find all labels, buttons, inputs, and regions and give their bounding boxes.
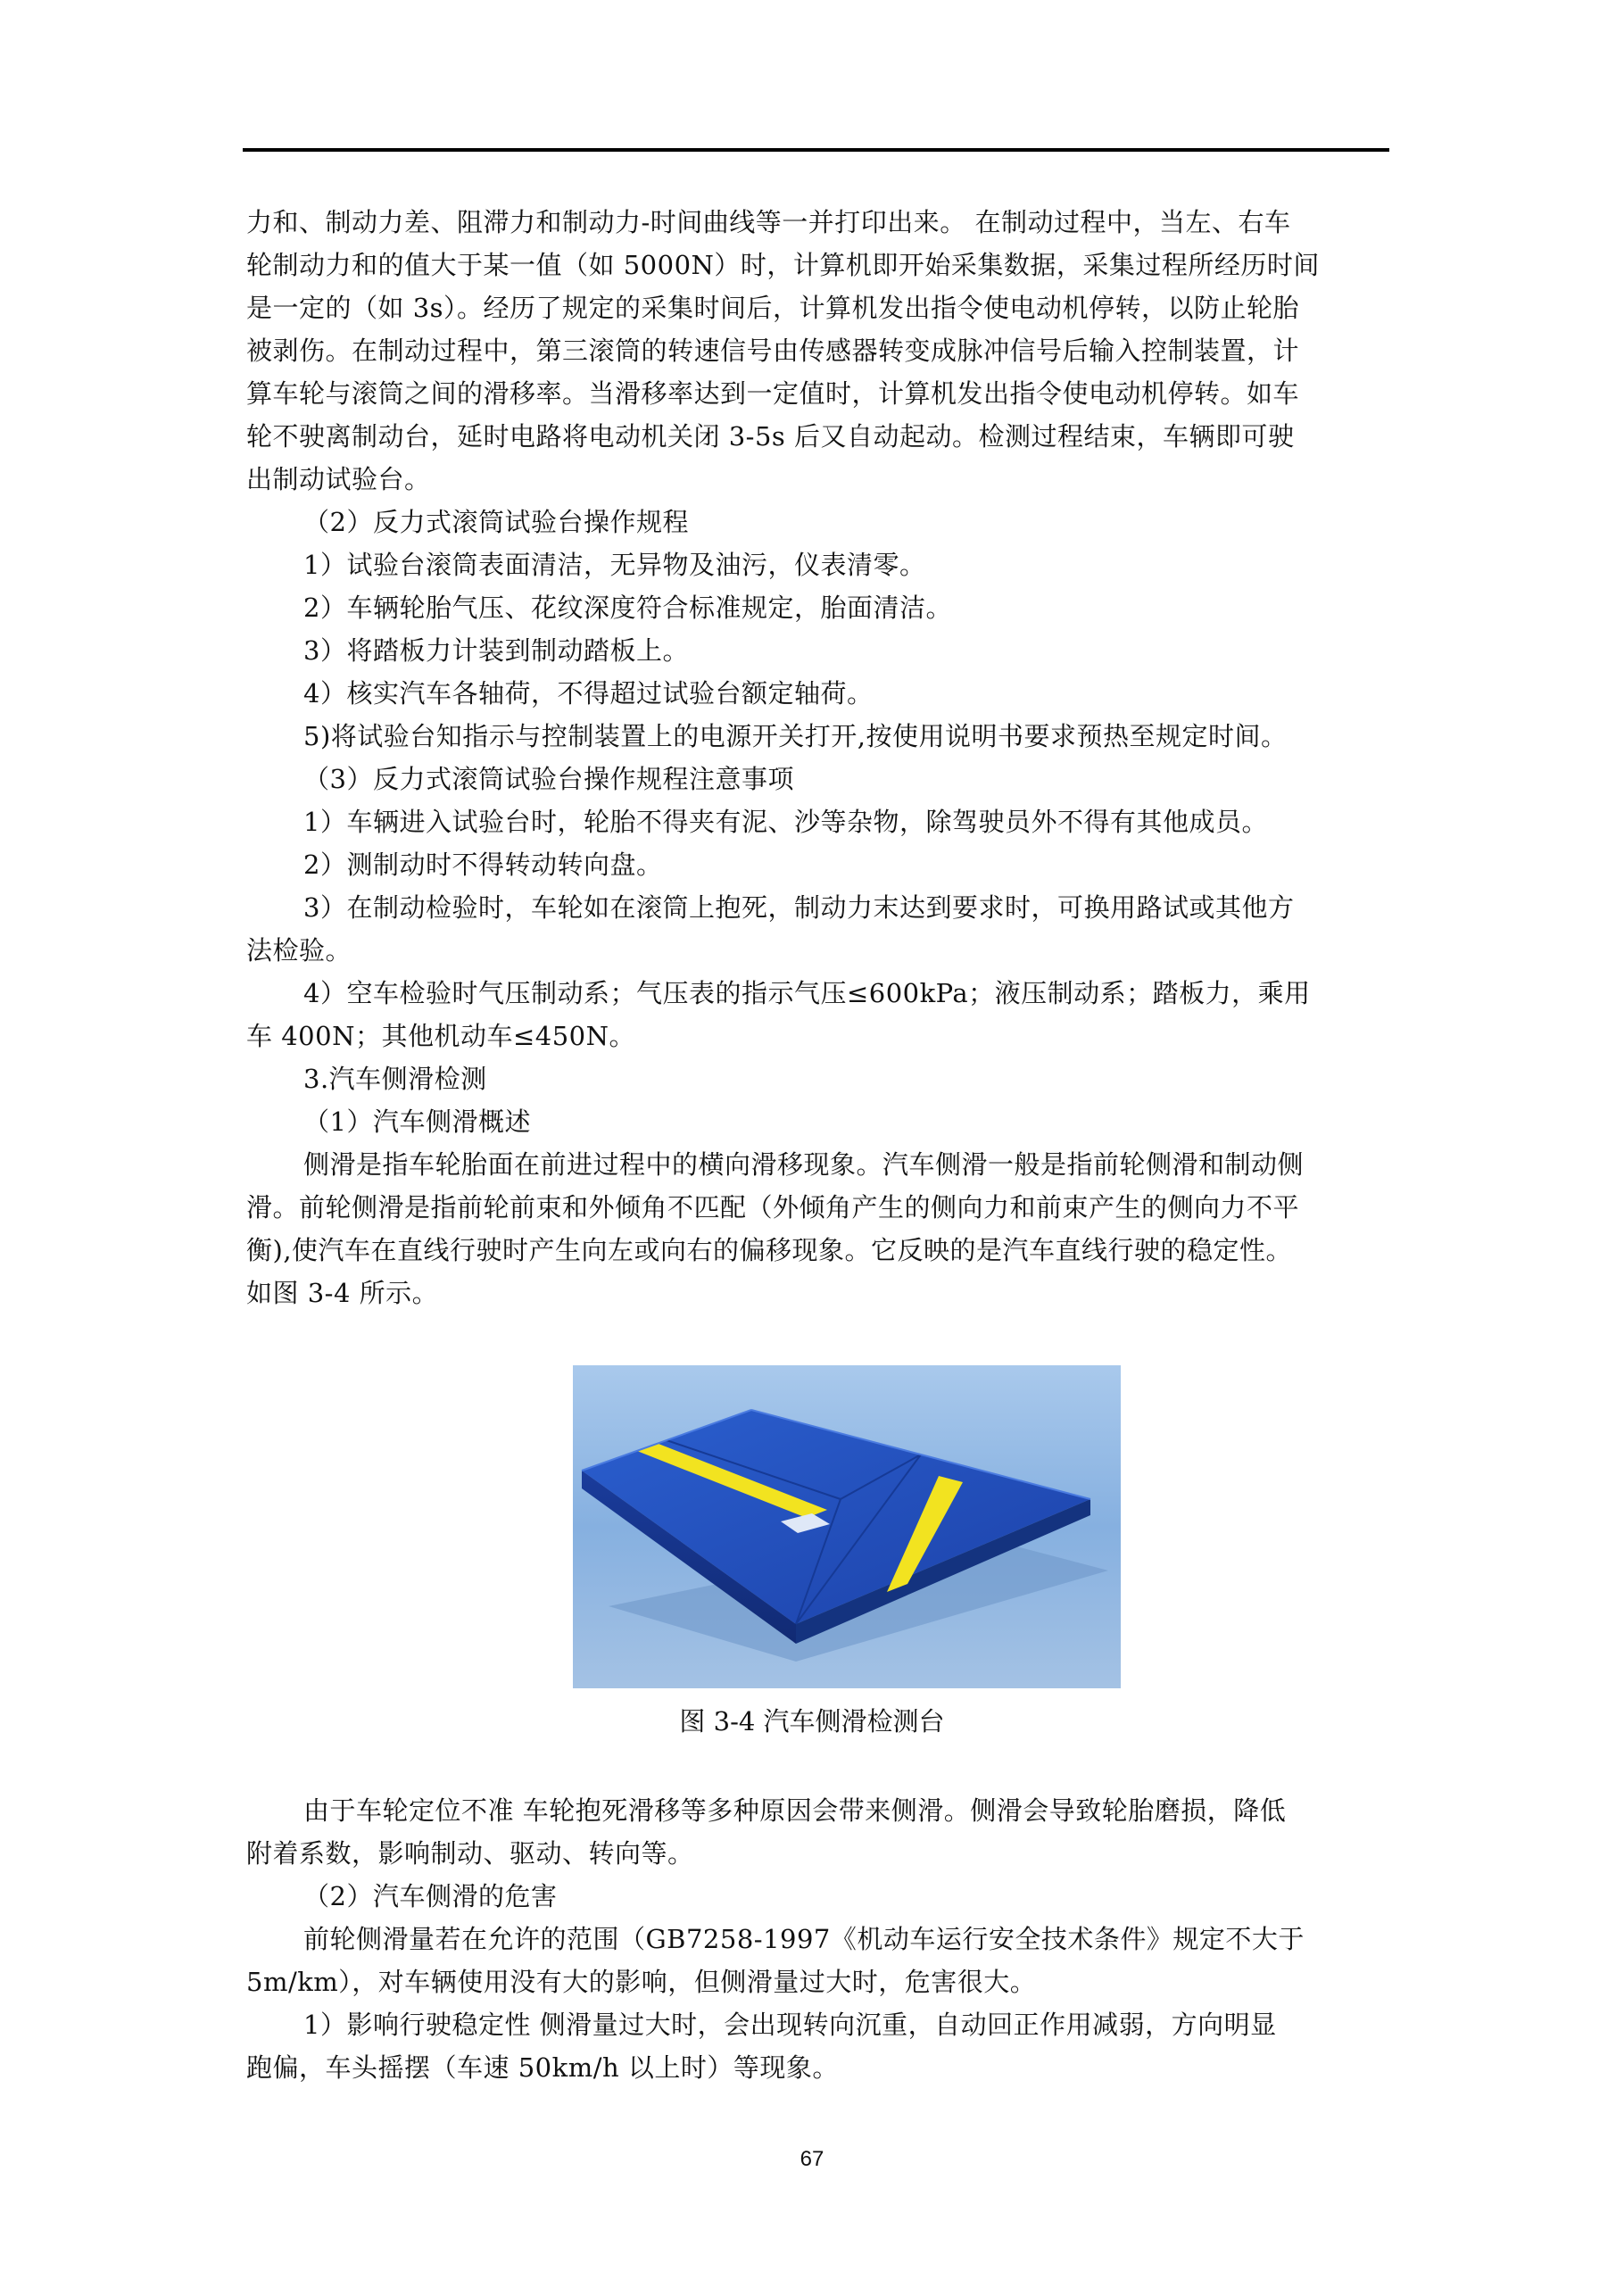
body-line: 轮制动力和的值大于某一值（如 5000N）时，计算机即开始采集数据，采集过程所经历时间	[246, 250, 1320, 280]
figure-side-slip-tester	[573, 1365, 1121, 1688]
list-item-continuation: 车 400N；其他机动车≤450N。	[246, 1021, 635, 1051]
list-item: 2）车辆轮胎气压、花纹深度符合标准规定，胎面清洁。	[303, 593, 952, 623]
body-line: 是一定的（如 3s）。经历了规定的采集时间后，计算机发出指令使电动机停转，以防止轮胎	[246, 293, 1300, 323]
subheading: （1）汽车侧滑概述	[303, 1107, 531, 1137]
page-number: 67	[800, 2147, 824, 2171]
subheading: （2）汽车侧滑的危害	[303, 1881, 558, 1911]
body-line: 前轮侧滑量若在允许的范围（GB7258-1997《机动车运行安全技术条件》规定不大于	[303, 1924, 1305, 1954]
subheading: （3）反力式滚筒试验台操作规程注意事项	[303, 764, 794, 794]
body-line: 算车轮与滚筒之间的滑移率。当滑移率达到一定值时，计算机发出指令使电动机停转。如车	[246, 378, 1300, 409]
header-rule	[243, 148, 1389, 152]
list-item: 3）将踏板力计装到制动踏板上。	[303, 635, 689, 666]
side-slip-tester-illustration	[573, 1365, 1121, 1688]
body-line: 滑。前轮侧滑是指前轮前束和外倾角不匹配（外倾角产生的侧向力和前束产生的侧向力不平	[246, 1192, 1300, 1223]
body-line: 5m/km），对车辆使用没有大的影响，但侧滑量过大时，危害很大。	[246, 1967, 1037, 1997]
body-line: 由于车轮定位不准 车轮抱死滑移等多种原因会带来侧滑。侧滑会导致轮胎磨损，降低	[303, 1795, 1287, 1826]
body-line: 力和、制动力差、阻滞力和制动力-时间曲线等一并打印出来。 在制动过程中，当左、右车	[246, 207, 1291, 237]
subheading: （2）反力式滚筒试验台操作规程	[303, 507, 689, 537]
body-line: 侧滑是指车轮胎面在前进过程中的横向滑移现象。汽车侧滑一般是指前轮侧滑和制动侧	[303, 1149, 1305, 1180]
figure-caption: 图 3-4 汽车侧滑检测台	[679, 1706, 945, 1737]
list-item: 4）空车检验时气压制动系；气压表的指示气压≤600kPa；液压制动系；踏板力，乘用	[303, 978, 1311, 1008]
list-item: 4）核实汽车各轴荷，不得超过试验台额定轴荷。	[303, 678, 874, 709]
list-item: 1）车辆进入试验台时，轮胎不得夹有泥、沙等杂物，除驾驶员外不得有其他成员。	[303, 807, 1268, 837]
body-line: 附着系数，影响制动、驱动、转向等。	[246, 1838, 694, 1869]
list-item: 3）在制动检验时，车轮如在滚筒上抱死，制动力末达到要求时，可换用路试或其他方	[303, 892, 1295, 923]
section-heading: 3.汽车侧滑检测	[303, 1064, 487, 1094]
body-line: 出制动试验台。	[246, 464, 431, 494]
body-line: 轮不驶离制动台，延时电路将电动机关闭 3-5s 后又自动起动。检测过程结束，车辆即可驶	[246, 421, 1295, 452]
list-item: 5)将试验台知指示与控制装置上的电源开关打开,按使用说明书要求预热至规定时间。	[303, 721, 1288, 751]
body-line: 衡),使汽车在直线行驶时产生向左或向右的偏移现象。它反映的是汽车直线行驶的稳定性。	[246, 1235, 1293, 1265]
body-line: 1）影响行驶稳定性 侧滑量过大时，会出现转向沉重，自动回正作用减弱，方向明显	[303, 2010, 1277, 2040]
body-line: 被剥伤。在制动过程中，第三滚筒的转速信号由传感器转变成脉冲信号后输入控制装置，计	[246, 336, 1300, 366]
list-item-continuation: 法检验。	[246, 935, 352, 966]
list-item: 1）试验台滚筒表面清洁，无异物及油污，仪表清零。	[303, 550, 926, 580]
body-line: 如图 3-4 所示。	[246, 1278, 439, 1308]
body-line: 跑偏，车头摇摆（车速 50km/h 以上时）等现象。	[246, 2052, 839, 2083]
list-item: 2）测制动时不得转动转向盘。	[303, 850, 663, 880]
